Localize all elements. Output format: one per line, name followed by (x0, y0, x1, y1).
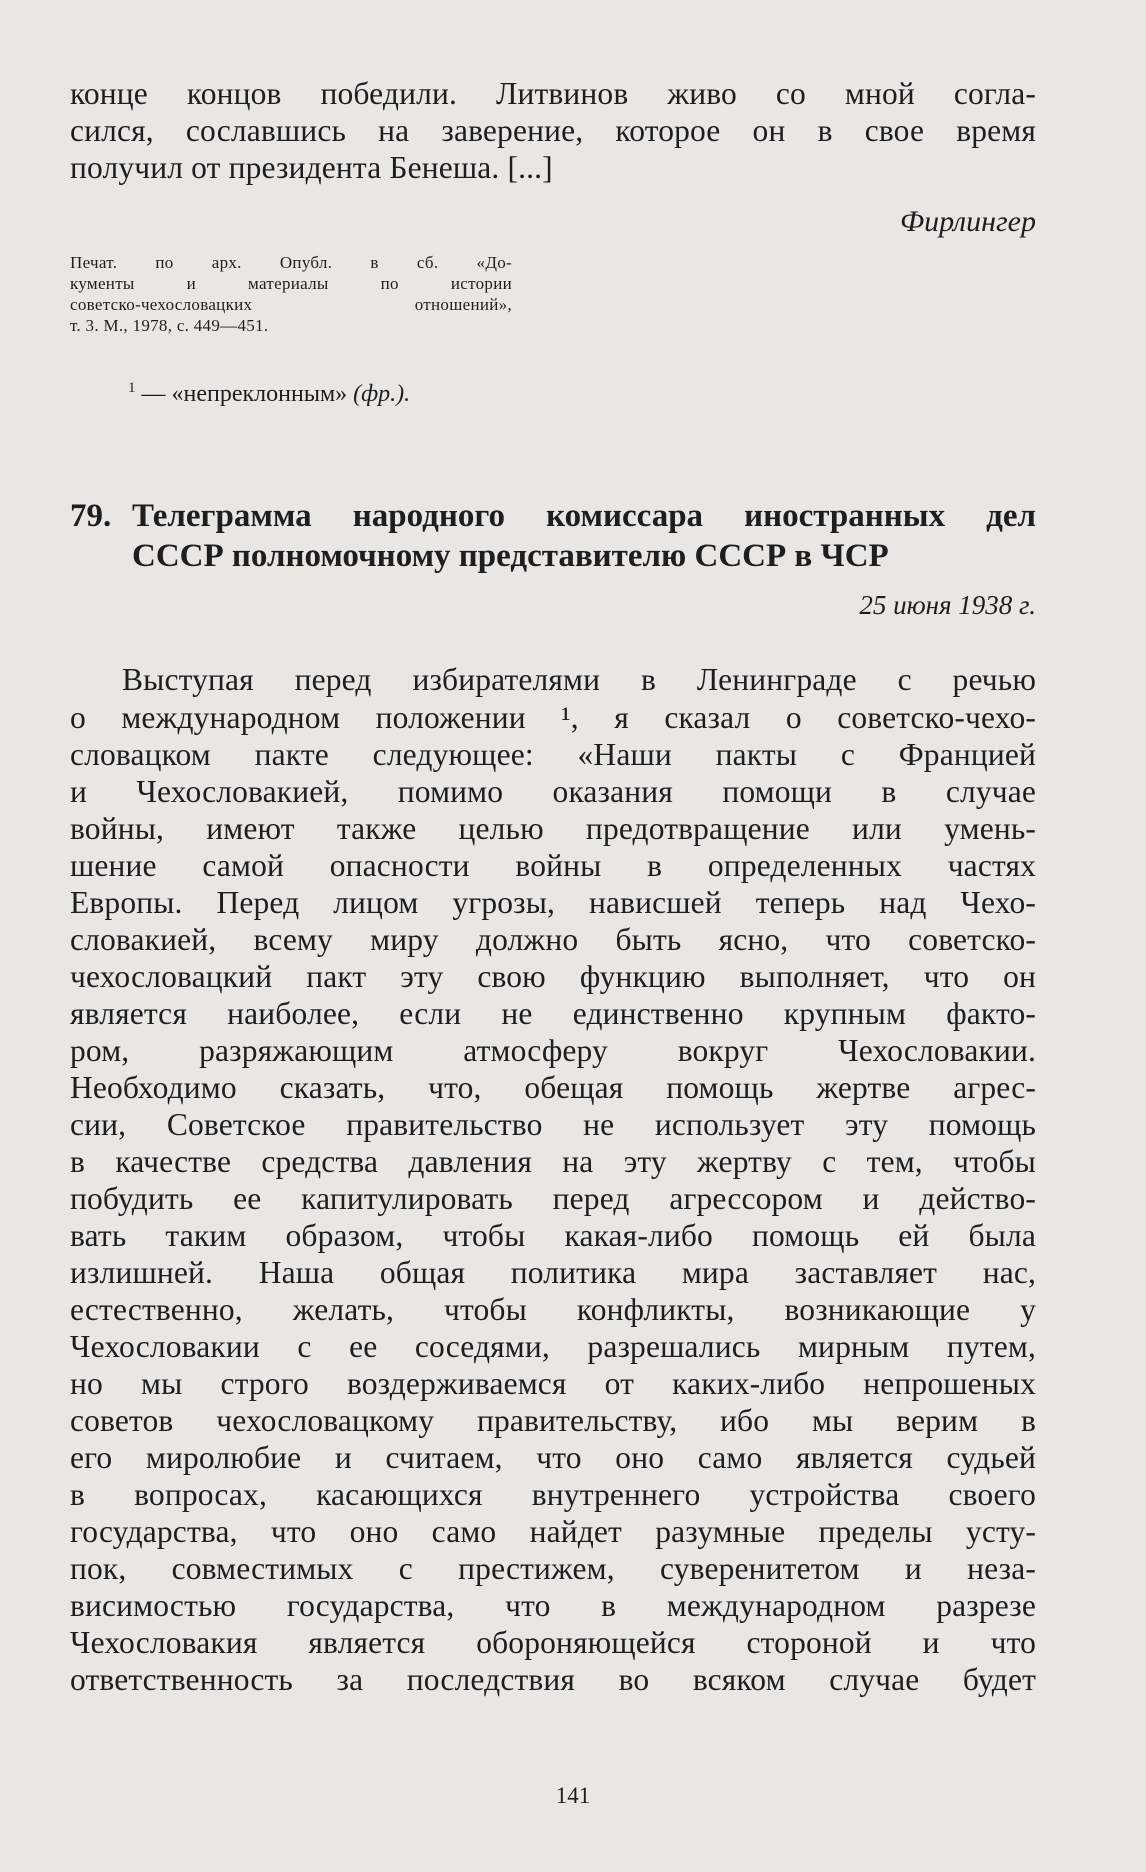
text-line: Необходимо сказать, что, обещая помощь жертве агрес- (70, 1070, 1036, 1105)
footnote-text: — «непреклонным» (141, 381, 348, 407)
text-line: о международном положении ¹, я сказал о советско-чехо- (70, 700, 1036, 735)
text-line: Чехословакия является обороняющейся стороной и что (70, 1625, 1036, 1660)
text-line: вать таким образом, чтобы какая-либо помощь ей была (70, 1218, 1036, 1253)
footnote (128, 380, 410, 408)
text-line: естественно, желать, чтобы конфликты, возникающие у (70, 1292, 1036, 1327)
text-line: его миролюбие и считаем, что оно само является судьей (70, 1440, 1036, 1475)
text-line: и Чехословакией, помимо оказания помощи в случае (70, 774, 1036, 809)
text-line: пок, совместимых с престижем, суверенитетом и неза- (70, 1551, 1036, 1586)
source-note-line: Печат. по арх. Опубл. в сб. «До- (70, 253, 512, 272)
text-line: словацком пакте следующее: «Наши пакты с Францией (70, 737, 1036, 772)
text-line: в качестве средства давления на эту жертву с тем, чтобы (70, 1144, 1036, 1179)
text-line: чехословацкий пакт эту свою функцию выполняет, что он (70, 959, 1036, 994)
document-title-line-2: СССР полномочному представителю СССР в ЧСР (132, 538, 889, 574)
source-note-line: советско-чехословацких отношений», (70, 295, 512, 314)
text-line: войны, имеют также целью предотвращение или умень- (70, 811, 1036, 846)
page-number: 141 (555, 1783, 591, 1808)
text-line: ответственность за последствия во всяком случае будет (70, 1662, 1036, 1697)
text-line: сии, Советское правительство не использует эту помощь (70, 1107, 1036, 1142)
text-line: является наиболее, если не единственно крупным факто- (70, 996, 1036, 1031)
text-line: сился, сославшись на заверение, которое он в свое время (70, 113, 1036, 148)
text-line: висимостью государства, что в международном разрезе (70, 1588, 1036, 1623)
document-title-line-1: Телеграмма народного комиссара иностранных дел (132, 498, 1036, 534)
text-line: излишней. Наша общая политика мира заставляет нас, (70, 1255, 1036, 1290)
text-line: советов чехословацкому правительству, ибо мы верим в (70, 1403, 1036, 1438)
footnote-language-note: (фр.). (353, 381, 411, 407)
source-note-line: т. 3. М., 1978, с. 449—451. (70, 316, 269, 335)
source-note-line: кументы и материалы по истории (70, 274, 512, 293)
text-line: но мы строго воздерживаемся от каких-либо непрошеных (70, 1366, 1036, 1401)
text-line: конце концов победили. Литвинов живо со мной согла- (70, 76, 1036, 111)
text-line: словакией, всему миру должно быть ясно, что советско- (70, 922, 1036, 957)
text-line: Чехословакии с ее соседями, разрешались мирным путем, (70, 1329, 1036, 1364)
document-number: 79. (70, 498, 112, 534)
text-line: ром, разряжающим атмосферу вокруг Чехословакии. (70, 1033, 1036, 1068)
text-line: получил от президента Бенеша. [...] (70, 150, 553, 185)
text-line: государства, что оно само найдет разумные пределы усту- (70, 1514, 1036, 1549)
text-line: Выступая перед избирателями в Ленинграде с речью (122, 662, 1036, 697)
document-date: 25 июня 1938 г. (859, 590, 1036, 620)
text-line: Европы. Перед лицом угрозы, нависшей теперь над Чехо- (70, 885, 1036, 920)
text-line: побудить ее капитулировать перед агрессором и действо- (70, 1181, 1036, 1216)
signature: Фирлингер (900, 205, 1036, 238)
text-line: в вопросах, касающихся внутреннего устройства своего (70, 1477, 1036, 1512)
text-line: шение самой опасности войны в определенных частях (70, 848, 1036, 883)
footnote-marker: 1 (128, 380, 136, 396)
